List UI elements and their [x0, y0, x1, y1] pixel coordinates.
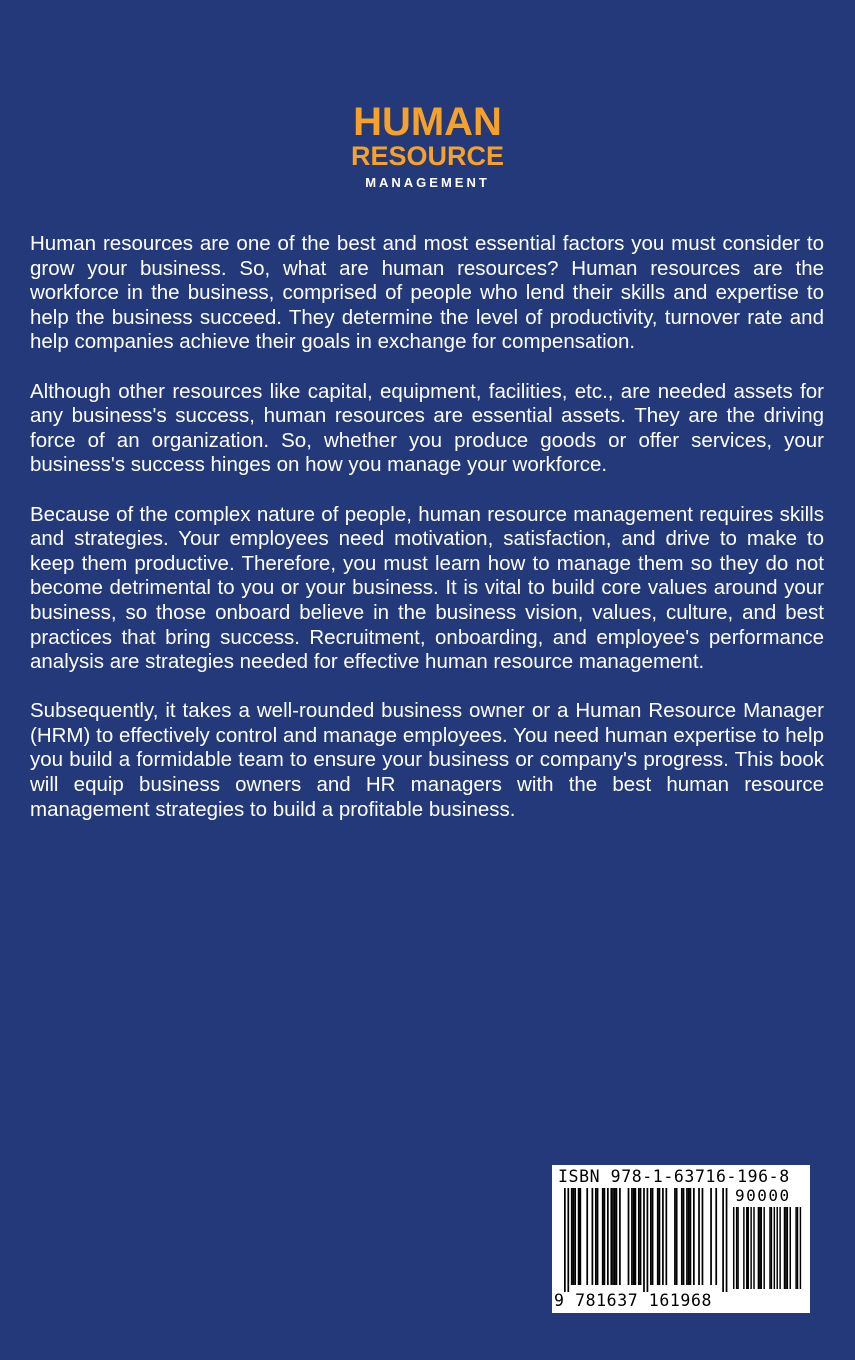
barcode-bar: [737, 1207, 738, 1289]
barcode-bar: [743, 1207, 744, 1289]
barcode-bar: [722, 1188, 724, 1292]
barcode-bar: [662, 1188, 664, 1285]
barcode-bar: [647, 1188, 649, 1292]
barcode-bar: [702, 1188, 704, 1285]
barcode-bar: [592, 1188, 594, 1285]
title-management: MANAGEMENT: [365, 175, 490, 190]
barcode-bar: [787, 1207, 788, 1289]
barcode-bar: [690, 1188, 692, 1285]
barcode-bar: [674, 1188, 676, 1285]
barcode-addon-digits: 90000: [735, 1186, 791, 1205]
barcode-bar: [763, 1207, 764, 1289]
barcode-bar: [688, 1188, 690, 1285]
title-human: HUMAN: [353, 100, 502, 144]
barcode-bar: [777, 1207, 778, 1289]
barcode-bar: [579, 1188, 581, 1285]
barcode-bar: [797, 1207, 798, 1289]
barcode-bar: [571, 1188, 573, 1285]
barcode-bar: [750, 1207, 751, 1289]
title-logo: [0, 100, 855, 192]
barcode-bar: [785, 1207, 786, 1289]
barcode-bar: [676, 1188, 678, 1285]
barcode-bar: [758, 1207, 759, 1289]
barcode-bar: [602, 1188, 604, 1285]
barcode-bar: [779, 1207, 780, 1289]
barcode-bar: [595, 1188, 597, 1285]
isbn-barcode: [552, 1165, 810, 1313]
barcode-bar: [612, 1188, 614, 1285]
barcode-bar: [784, 1207, 785, 1289]
barcode-bar: [659, 1188, 661, 1285]
barcode-bar: [715, 1188, 717, 1285]
barcode-bar: [610, 1188, 612, 1285]
barcode-bar: [800, 1207, 801, 1289]
barcode-bar: [746, 1207, 747, 1289]
barcode-bar: [790, 1207, 791, 1289]
title-resource: RESOURCE: [350, 141, 505, 171]
barcode-bar: [586, 1188, 588, 1285]
barcode-bar: [657, 1188, 659, 1285]
barcode-bar: [604, 1188, 606, 1285]
barcode-bar: [614, 1188, 616, 1285]
barcode-bar: [771, 1207, 772, 1289]
barcode-bar: [733, 1207, 734, 1289]
isbn-label: ISBN 978-1-63716-196-8: [558, 1167, 790, 1186]
barcode-bar: [567, 1188, 569, 1292]
barcode-bar: [686, 1188, 688, 1285]
barcode-bar: [759, 1207, 760, 1289]
barcode-bar: [683, 1188, 685, 1285]
barcode-bar: [761, 1207, 762, 1289]
barcode-bar: [597, 1188, 599, 1285]
barcode-bar: [607, 1188, 609, 1285]
barcode-bar: [795, 1207, 796, 1289]
barcode-bar: [638, 1188, 640, 1285]
barcode-bar: [635, 1188, 637, 1285]
barcode-bar: [774, 1207, 775, 1289]
barcode-bar: [640, 1188, 642, 1285]
paragraph-2: Although other resources like capital, equipment, facilities, etc., are needed assets for any business's success, human resources are essential assets. They are the driving force of an organization. So, whether you produce goods or offer services, your business's success hinges on how you manage your workforce.: [30, 379, 824, 477]
paragraph-4: Subsequently, it takes a well-rounded business owner or a Human Resource Manager (HRM) to effectively control and manage employees. You need human expertise to help you build a formidable team to ensure your business or company's progress. This book will equip business owners and HR managers with the best human resource management strategies to build a profitable business.: [30, 699, 824, 821]
barcode-bar: [710, 1188, 712, 1285]
barcode-bar: [643, 1188, 645, 1292]
barcode-ean-digits: 9 781637 161968: [554, 1291, 713, 1310]
paragraph-3: Because of the complex nature of people, human resource management requires skills and strategies. Your employees need motivation, satisfaction, and drive to make to keep them productive. Therefore, you must learn how to manage them so they do not become detrimental to you or your business. It is vital to build core values around your business, so those onboard believe in the business vision, values, culture, and best practices that bring success. Recruitment, onboarding, and employee's performance analysis are strategies needed for effective human resource management.: [30, 502, 824, 674]
barcode-bar: [693, 1188, 695, 1285]
barcode-bar: [698, 1188, 700, 1285]
barcode-bar: [769, 1207, 770, 1289]
paragraph-1: Human resources are one of the best and most essential factors you must consider to grow your business. So, what are human resources? Human resources are the workforce in the business, comprised of people who lend their skills and expertise to help the business succeed. They determine the level of productivity, turnover rate and help companies achieve their goals in exchange for compensation.: [30, 232, 824, 354]
barcode-bar: [753, 1207, 754, 1289]
barcode-bar: [633, 1188, 635, 1285]
barcode-bar: [681, 1188, 683, 1285]
barcode-bar: [665, 1188, 667, 1285]
barcode-bar: [650, 1188, 652, 1285]
barcode-bar: [631, 1188, 633, 1285]
barcode-bar: [619, 1188, 621, 1285]
barcode-bar: [573, 1188, 575, 1285]
barcode-bar: [748, 1207, 749, 1289]
barcode-bar: [628, 1188, 630, 1285]
barcode-bar: [564, 1188, 566, 1292]
barcode-bar: [736, 1207, 737, 1289]
barcode-bar: [726, 1188, 728, 1292]
barcode-bar: [616, 1188, 618, 1285]
barcode-bar: [578, 1188, 580, 1285]
blurb-text: [30, 232, 824, 847]
barcode-bar: [574, 1188, 576, 1285]
barcode-bar: [652, 1188, 654, 1285]
